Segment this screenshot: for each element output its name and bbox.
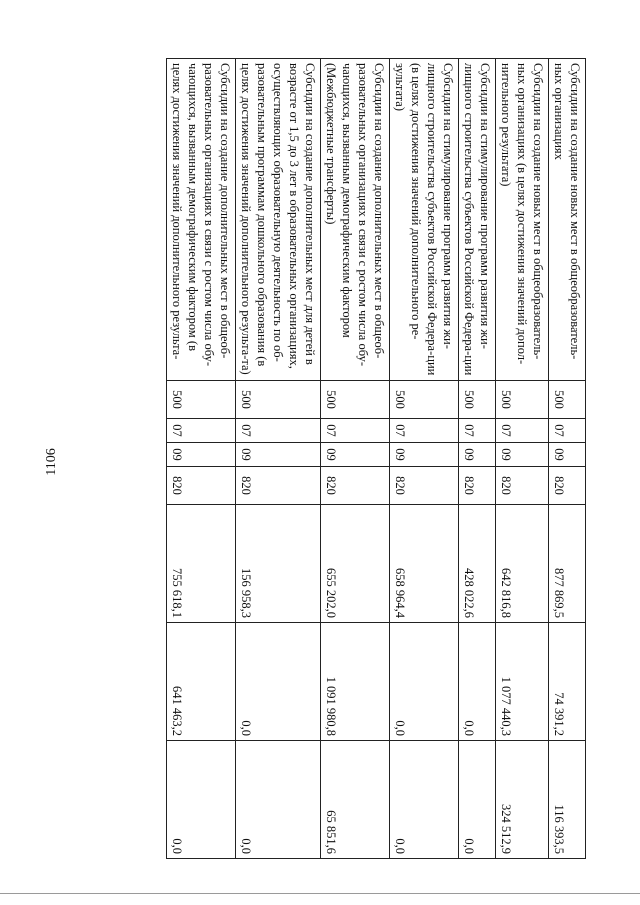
- table-row: [167, 59, 236, 859]
- admin-code-cell: 500: [321, 381, 390, 419]
- amount-col3-cell: 0,0: [390, 741, 459, 859]
- row-name-cell: Субсидии на создание дополнительных мест в общеоб-разовательных организациях в связи с ростом числа обу-чающихся, вызванным демографическим фактором (Межбюджетные трансферты): [321, 59, 390, 381]
- section-code-cell: 07: [390, 419, 459, 443]
- admin-code-cell: 500: [236, 381, 321, 419]
- expense-type-cell: 820: [549, 467, 586, 505]
- row-name-cell: Субсидии на создание дополнительных мест в общеоб-разовательных организациях в связи с ростом числа обу-чающихся, вызванным демографическим фактором (в целях достижения значений дополнительного результа-: [167, 59, 236, 381]
- amount-col3-cell: 116 393,5: [549, 741, 586, 859]
- admin-code-cell: 500: [496, 381, 549, 419]
- admin-code-cell: 500: [549, 381, 586, 419]
- subsection-code-cell: 09: [236, 443, 321, 467]
- amount-col1-cell: 655 202,0: [321, 505, 390, 623]
- table-row: [390, 59, 459, 859]
- amount-col2-cell: 0,0: [390, 623, 459, 741]
- expense-type-cell: 820: [496, 467, 549, 505]
- section-code-cell: 07: [549, 419, 586, 443]
- expense-type-cell: 820: [390, 467, 459, 505]
- amount-col1-cell: 642 816,8: [496, 505, 549, 623]
- row-name-cell: Субсидии на создание дополнительных мест для детей в возрасте от 1,5 до 3 лет в образовательных организациях, осуществляющих образовательную деятельность по об-разовательным программам дошкольного образования (в целях достижения значений дополнительного результа-та): [236, 59, 321, 381]
- amount-col2-cell: 0,0: [236, 623, 321, 741]
- amount-col2-cell: 641 463,2: [167, 623, 236, 741]
- amount-col1-cell: 877 869,5: [549, 505, 586, 623]
- row-name-cell: Субсидии на стимулирование программ развития жи-лищного строительства субъектов Российской Федера-ции (в целях достижения значений дополнительного ре-зультата): [390, 59, 459, 381]
- expense-type-cell: 820: [167, 467, 236, 505]
- section-code-cell: 07: [236, 419, 321, 443]
- expense-type-cell: 820: [236, 467, 321, 505]
- amount-col3-cell: 65 851,6: [321, 741, 390, 859]
- expense-type-cell: 820: [321, 467, 390, 505]
- amount-col2-cell: 1 077 440,3: [496, 623, 549, 741]
- section-code-cell: 07: [167, 419, 236, 443]
- amount-col1-cell: 156 958,3: [236, 505, 321, 623]
- amount-col3-cell: 0,0: [236, 741, 321, 859]
- subsection-code-cell: 09: [167, 443, 236, 467]
- budget-table: [166, 58, 586, 859]
- amount-col1-cell: 658 964,4: [390, 505, 459, 623]
- section-code-cell: 07: [459, 419, 496, 443]
- subsection-code-cell: 09: [459, 443, 496, 467]
- admin-code-cell: 500: [390, 381, 459, 419]
- amount-col3-cell: 0,0: [459, 741, 496, 859]
- section-code-cell: 07: [321, 419, 390, 443]
- section-code-cell: 07: [496, 419, 549, 443]
- table-row: [236, 59, 321, 859]
- subsection-code-cell: 09: [496, 443, 549, 467]
- admin-code-cell: 500: [459, 381, 496, 419]
- page-number: 1106: [44, 448, 59, 476]
- amount-col1-cell: 755 618,1: [167, 505, 236, 623]
- amount-col2-cell: 74 391,2: [549, 623, 586, 741]
- subsection-code-cell: 09: [390, 443, 459, 467]
- amount-col2-cell: 0,0: [459, 623, 496, 741]
- table-row: [459, 59, 496, 859]
- amount-col2-cell: 1 091 980,8: [321, 623, 390, 741]
- admin-code-cell: 500: [167, 381, 236, 419]
- amount-col1-cell: 428 022,6: [459, 505, 496, 623]
- subsection-code-cell: 09: [321, 443, 390, 467]
- subsection-code-cell: 09: [549, 443, 586, 467]
- amount-col3-cell: 324 512,9: [496, 741, 549, 859]
- table-row: [549, 59, 586, 859]
- row-name-cell: Субсидии на стимулирование программ развития жи-лищного строительства субъектов Российской Федера-ции: [459, 59, 496, 381]
- amount-col3-cell: 0,0: [167, 741, 236, 859]
- table-row: [321, 59, 390, 859]
- rotated-table-container: [110, 58, 586, 858]
- row-name-cell: Субсидии на создание новых мест в общеобразователь-ных организациях (в целях достижения значений допол-нительного результата): [496, 59, 549, 381]
- row-name-cell: Субсидии на создание новых мест в общеобразователь-ных организациях: [549, 59, 586, 381]
- expense-type-cell: 820: [459, 467, 496, 505]
- table-row: [496, 59, 549, 859]
- bottom-rule: [0, 893, 640, 894]
